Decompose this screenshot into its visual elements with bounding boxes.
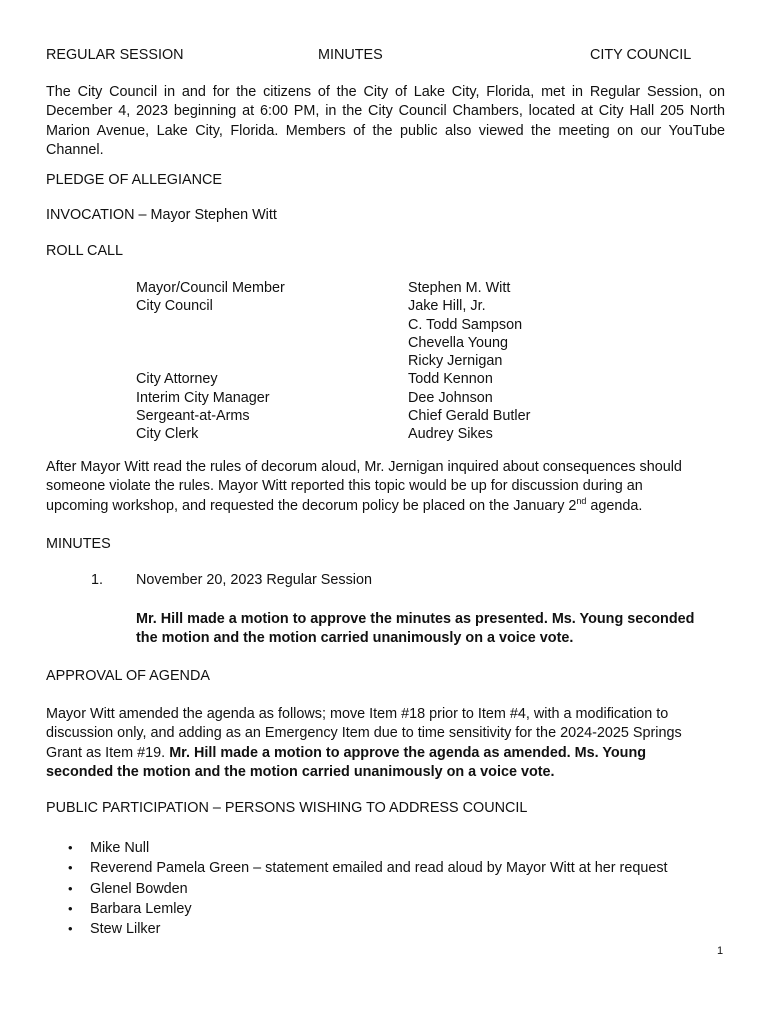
agenda-motion: seconded the motion and the motion carried unanimously on a voice vote. bbox=[46, 763, 555, 780]
speaker-name: Reverend Pamela Green – statement emailed and read aloud by Mayor Witt at her request bbox=[90, 860, 668, 877]
motion-line: the motion and the motion carried unanimously on a voice vote. bbox=[136, 630, 574, 647]
agenda-line: Mayor Witt amended the agenda as follows; move Item #18 prior to Item #4, with a modification to bbox=[46, 706, 669, 722]
bullet-icon: • bbox=[68, 900, 73, 916]
agenda-motion: Mr. Hill made a motion to approve the agenda as amended. Ms. Young bbox=[169, 744, 647, 761]
member-name: Stephen M. Witt bbox=[408, 280, 511, 296]
role-label bbox=[136, 352, 285, 370]
speaker-list bbox=[68, 838, 668, 939]
agenda-heading: APPROVAL OF AGENDA bbox=[46, 668, 210, 684]
member-name: Audrey Sikes bbox=[408, 426, 493, 443]
list-item bbox=[68, 919, 668, 939]
bullet-icon: • bbox=[68, 840, 73, 855]
decorum-paragraph bbox=[46, 458, 682, 516]
intro-paragraph: The City Council in and for the citizens of the City of Lake City, Florida, met in Regular Session, on December 4, 2023 beginning at 6:00 PM, in the City Council Chambers, located at City Hall 205 North Marion Avenue, Lake City, Florida. Members of the public also viewed the meeting on our YouTube Channel. bbox=[46, 84, 725, 158]
agenda-paragraph bbox=[46, 705, 682, 782]
member-name: C. Todd Sampson bbox=[408, 316, 523, 333]
page-number: 1 bbox=[717, 945, 724, 957]
list-item bbox=[68, 858, 668, 878]
member-name: Ricky Jernigan bbox=[408, 353, 503, 370]
member-name: Dee Johnson bbox=[408, 389, 493, 406]
role-label: Interim City Manager bbox=[136, 389, 270, 406]
agenda-line: discussion only, and adding as an Emergency Item due to time sensitivity for the 2024-2025 Springs bbox=[46, 725, 682, 742]
member-name: Jake Hill, Jr. bbox=[408, 298, 486, 315]
speaker-name: Barbara Lemley bbox=[90, 900, 192, 917]
header-council: CITY COUNCIL bbox=[590, 47, 692, 63]
minutes-heading: MINUTES bbox=[46, 536, 111, 552]
public-heading: PUBLIC PARTICIPATION – PERSONS WISHING TO ADDRESS COUNCIL bbox=[46, 800, 528, 816]
role-label: Sergeant-at-Arms bbox=[136, 408, 250, 425]
bullet-icon: • bbox=[68, 860, 73, 876]
list-item bbox=[68, 899, 668, 919]
roll-call-heading: ROLL CALL bbox=[46, 243, 124, 259]
roll-call-names bbox=[408, 279, 530, 444]
member-name: Chief Gerald Butler bbox=[408, 408, 531, 425]
speaker-name: Mike Null bbox=[90, 840, 150, 856]
member-name: Chevella Young bbox=[408, 334, 509, 351]
member-name: Todd Kennon bbox=[408, 371, 493, 388]
agenda-line bbox=[46, 744, 682, 763]
role-label: City Clerk bbox=[136, 426, 199, 443]
bullet-icon: • bbox=[68, 921, 73, 937]
item-number: 1. bbox=[91, 572, 104, 588]
decorum-text: agenda. bbox=[586, 497, 643, 514]
bullet-icon: • bbox=[68, 880, 73, 896]
list-item bbox=[68, 879, 668, 899]
minutes-motion bbox=[136, 610, 694, 649]
decorum-line: someone violate the rules. Mayor Witt reported this topic would be up for discussion during an bbox=[46, 478, 643, 495]
item-title: November 20, 2023 Regular Session bbox=[136, 572, 372, 588]
role-label bbox=[136, 334, 285, 352]
header-session: REGULAR SESSION bbox=[46, 47, 184, 63]
speaker-name: Glenel Bowden bbox=[90, 880, 188, 897]
decorum-text: upcoming workshop, and requested the decorum policy be placed on the January 2 bbox=[46, 497, 577, 514]
list-item bbox=[68, 838, 668, 858]
role-label: Mayor/Council Member bbox=[136, 280, 285, 296]
ordinal-suffix: nd bbox=[576, 495, 587, 506]
pledge-heading: PLEDGE OF ALLEGIANCE bbox=[46, 172, 222, 188]
decorum-line: After Mayor Witt read the rules of decorum aloud, Mr. Jernigan inquired about consequences should bbox=[46, 459, 682, 475]
role-label: City Council bbox=[136, 298, 213, 315]
agenda-text: Grant as Item #19. bbox=[46, 744, 170, 761]
speaker-name: Stew Lilker bbox=[90, 921, 161, 938]
header-minutes: MINUTES bbox=[318, 47, 383, 63]
invocation-heading: INVOCATION – Mayor Stephen Witt bbox=[46, 207, 277, 223]
decorum-line bbox=[46, 497, 682, 516]
roll-call-roles bbox=[136, 279, 285, 444]
role-label: City Attorney bbox=[136, 371, 218, 388]
role-label bbox=[136, 316, 285, 334]
motion-line: Mr. Hill made a motion to approve the minutes as presented. Ms. Young seconded bbox=[136, 611, 695, 627]
